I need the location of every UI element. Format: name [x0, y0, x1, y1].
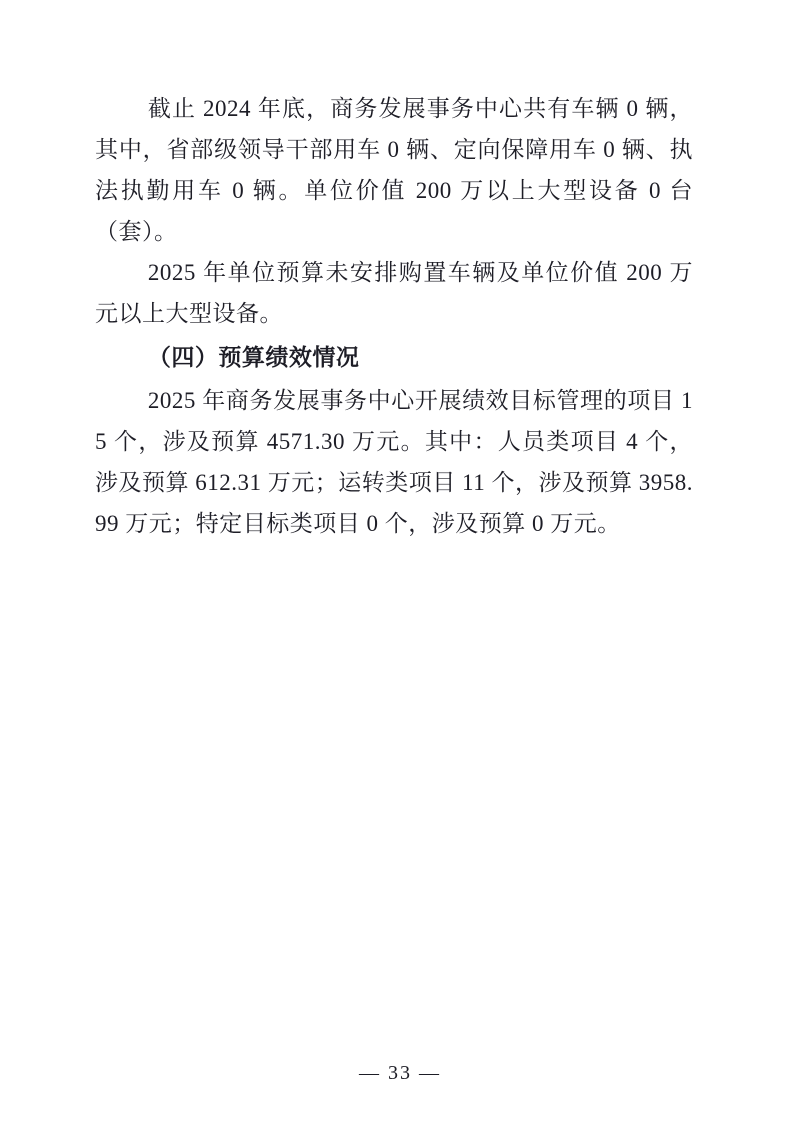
- page-footer: [0, 1062, 800, 1085]
- page-number: — 33 —: [359, 1062, 441, 1084]
- document-body: [95, 88, 693, 544]
- section-heading-budget-performance: （四）预算绩效情况: [147, 345, 360, 370]
- paragraph-performance-targets: 2025 年商务发展事务中心开展绩效目标管理的项目 15 个，涉及预算 4571.30 万元。其中：人员类项目 4 个，涉及预算 612.31 万元；运转类项目 11 个，涉及预算 3958.99 万元；特定目标类项目 0 个，涉及预算 0 万元。: [95, 388, 693, 536]
- paragraph-vehicle-assets: 截止 2024 年底，商务发展事务中心共有车辆 0 辆，其中，省部级领导干部用车 0 辆、定向保障用车 0 辆、执法执勤用车 0 辆。单位价值 200 万以上大型设备 0 台（套）。: [95, 96, 693, 244]
- paragraph-2025-no-purchase: 2025 年单位预算未安排购置车辆及单位价值 200 万元以上大型设备。: [95, 260, 693, 326]
